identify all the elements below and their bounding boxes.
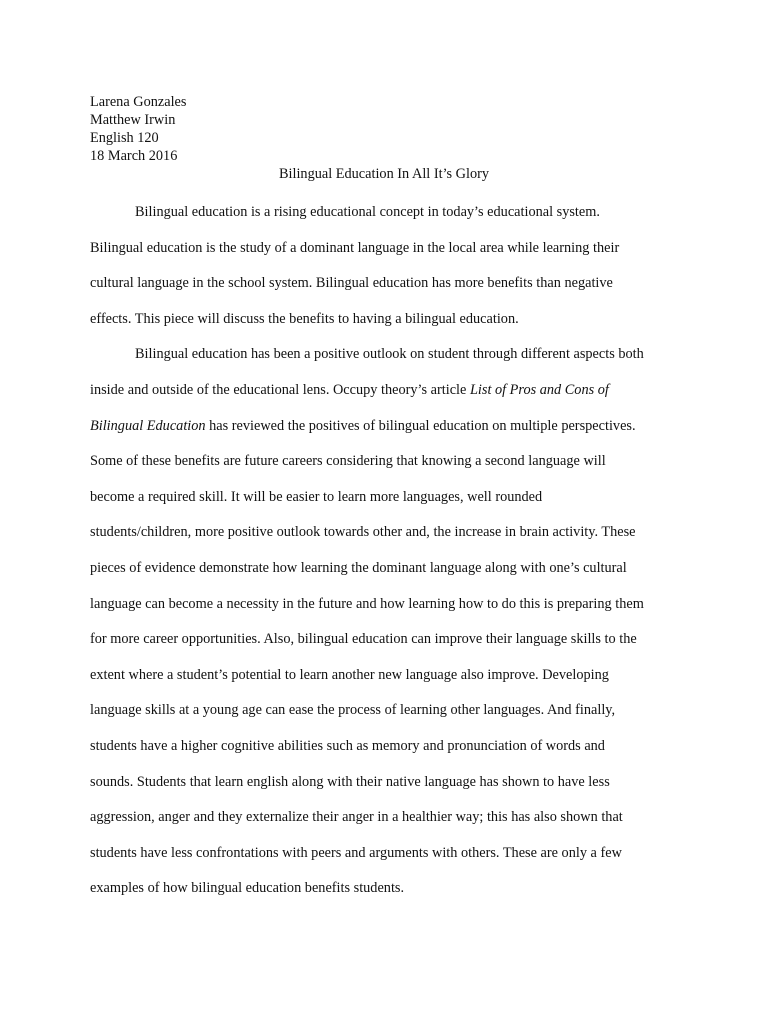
paragraph-2-line: examples of how bilingual education benefits students. [90,880,405,897]
paragraph-2-line: students have a higher cognitive abilities such as memory and pronunciation of words and [90,737,605,754]
paragraph-2-line: Some of these benefits are future careers considering that knowing a second language will [90,453,606,470]
paragraph-2-line: Bilingual education has been a positive outlook on student through different aspects both [135,346,644,363]
heading-block [90,93,690,165]
cited-article-title-cont: Bilingual Education [90,417,206,434]
paragraph-1-line: Bilingual education is the study of a dominant language in the local area while learning their [90,239,620,256]
paragraph-1-line: Bilingual education is a rising educational concept in today’s educational system. [135,204,600,220]
paragraph-2-line: language skills at a young age can ease the process of learning other languages. And finally, [90,702,616,719]
paragraph-2-line: pieces of evidence demonstrate how learning the dominant language along with one’s cultural [90,559,627,576]
paragraph-2-line: for more career opportunities. Also, bilingual education can improve their language skills to the [90,631,637,648]
paragraph-2-line: aggression, anger and they externalize their anger in a healthier way; this has also shown that [90,809,623,826]
student-name: Larena Gonzales [90,94,187,110]
paragraph-2-line [90,413,690,449]
essay-date: 18 March 2016 [90,148,178,164]
paragraph-2-line [90,377,690,413]
paragraph-1-line: effects. This piece will discuss the benefits to having a bilingual education. [90,310,519,327]
course-name: English 120 [90,130,159,146]
paragraph-2-text: inside and outside of the educational lens. Occupy theory’s article [90,381,470,398]
paragraph-2-line: students have less confrontations with peers and arguments with others. These are only a few [90,844,622,861]
paragraph-2-line: become a required skill. It will be easier to learn more languages, well rounded [90,488,543,505]
instructor-name: Matthew Irwin [90,112,176,128]
paragraph-1-line: cultural language in the school system. Bilingual education has more benefits than negative [90,275,613,292]
essay-title: Bilingual Education In All It’s Glory [278,166,490,182]
paragraph-2-line: students/children, more positive outlook towards other and, the increase in brain activity. These [90,524,636,541]
paragraph-2-line: sounds. Students that learn english along with their native language has shown to have less [90,773,610,790]
paragraph-2-line: language can become a necessity in the future and how learning how to do this is preparing them [90,595,644,612]
essay-body [90,199,690,911]
cited-article-title: List of Pros and Cons of [469,381,609,398]
paragraph-2-line: extent where a student’s potential to learn another new language also improve. Developing [90,666,609,683]
paragraph-2-text: has reviewed the positives of bilingual education on multiple perspectives. [205,417,636,434]
